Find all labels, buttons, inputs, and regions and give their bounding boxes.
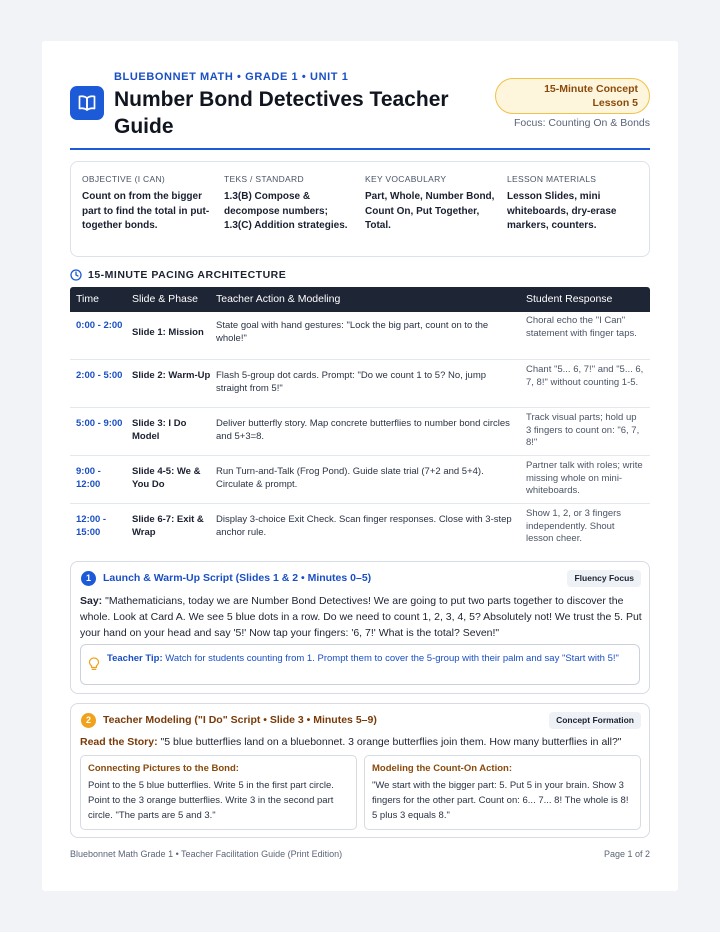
- page-header: [70, 71, 650, 149]
- info-key: LESSON MATERIALS: [507, 174, 597, 184]
- footer-edition: Bluebonnet Math Grade 1 • Teacher Facilitation Guide (Print Edition): [70, 849, 343, 859]
- cell-time: 5:00 - 9:00: [76, 418, 123, 429]
- column-header: Teacher Action & Modeling: [216, 293, 341, 305]
- info-value: Lesson Slides, mini whiteboards, dry-erase markers, counters.: [507, 191, 617, 231]
- cell-slide: Slide 1: Mission: [132, 327, 204, 338]
- story-label: Read the Story:: [80, 736, 158, 748]
- say-script: [80, 593, 642, 641]
- step-number: 2: [81, 713, 96, 728]
- page-number: Page 1 of 2: [603, 849, 650, 859]
- sub-body: "We start with the bigger part: 5. Put 5 in your brain. Show 3 fingers for the other part. Count on: 6... 7... 8! The whole is 8! 5 plus 3 equals 8.": [372, 780, 629, 821]
- cell-response: Track visual parts; hold up 3 fingers to count on: "6, 7, 8!": [526, 412, 640, 448]
- pacing-table: [70, 287, 650, 552]
- info-key: KEY VOCABULARY: [365, 174, 447, 184]
- cell-response: Show 1, 2, or 3 fingers independently. Shout lesson cheer.: [526, 508, 622, 544]
- lesson-badge: [495, 78, 650, 114]
- column-header: Student Response: [526, 293, 613, 305]
- pictures-to-bond-box: [80, 755, 357, 830]
- cell-slide: Slide 3: I Do Model: [132, 418, 187, 442]
- info-objective: [82, 174, 214, 234]
- count-on-action-box: [364, 755, 641, 830]
- pacing-heading-text: 15-MINUTE PACING ARCHITECTURE: [88, 269, 287, 281]
- cell-action: Deliver butterfly story. Map concrete butterflies to number bond circles and 5+3=8.: [216, 418, 510, 442]
- header-divider: [70, 148, 650, 150]
- sub-title: Connecting Pictures to the Bond:: [88, 763, 239, 774]
- info-vocabulary: [365, 174, 497, 234]
- step-number: 1: [81, 571, 96, 586]
- cell-time: 9:00 - 12:00: [76, 466, 101, 490]
- sub-body: Point to the 5 blue butterflies. Write 5 in the first part circle. Point to the 3 orange butterflies. Write 3 in the second part circle. "The parts are 5 and 3.": [88, 780, 334, 821]
- cell-action: State goal with hand gestures: "Lock the big part, count on to the whole!": [216, 320, 489, 344]
- fluency-focus-tag: Fluency Focus: [567, 570, 641, 587]
- table-row: [70, 504, 650, 552]
- cell-time: 0:00 - 2:00: [76, 320, 123, 331]
- table-row: [70, 360, 650, 408]
- info-value: Part, Whole, Number Bond, Count On, Put Together, Total.: [365, 191, 495, 231]
- cell-slide: Slide 2: Warm-Up: [132, 370, 211, 381]
- column-header: Slide & Phase: [132, 293, 198, 305]
- table-row: [70, 408, 650, 456]
- lesson-info-panel: [70, 161, 650, 257]
- say-text: "Mathematicians, today we are Number Bond Detectives! We are going to put two parts together to discover the whole. Look at Card A. We see 5 blue dots in a row. Do we need to count 1, 2, 3, 4, 5? Absolutely not! We trust the 5. Put your hand on your head and say '5!' Now tap your fingers: '6, 7!' What is the total? Seven!": [80, 595, 642, 639]
- cell-response: Partner talk with roles; write missing whole on mini-whiteboards.: [526, 460, 643, 496]
- open-book-icon: [77, 93, 97, 113]
- modeling-script-card: [70, 703, 650, 838]
- tip-body: Watch for students counting from 1. Prompt them to cover the 5-group with their palm and say "Start with 5!": [165, 653, 619, 664]
- sub-title: Modeling the Count-On Action:: [372, 763, 513, 774]
- info-key: TEKS / STANDARD: [224, 174, 304, 184]
- info-value: Count on from the bigger part to find the total in put-together bonds.: [82, 191, 210, 231]
- cell-action: Display 3-choice Exit Check. Scan finger responses. Close with 3-step anchor rule.: [216, 514, 512, 538]
- table-header: [70, 287, 650, 312]
- table-row: [70, 312, 650, 360]
- tip-label: Teacher Tip:: [107, 653, 163, 664]
- guide-page: [42, 41, 678, 891]
- story-script: [80, 735, 642, 749]
- card-title: Launch & Warm-Up Script (Slides 1 & 2 • Minutes 0–5): [103, 572, 372, 584]
- column-header: Time: [76, 293, 99, 305]
- cell-time: 12:00 - 15:00: [76, 514, 107, 538]
- page-title: Number Bond Detectives Teacher Guide: [114, 88, 449, 138]
- story-text: "5 blue butterflies land on a bluebonnet. 3 orange butterflies join them. How many butterflies in all?": [160, 736, 622, 748]
- cell-time: 2:00 - 5:00: [76, 370, 123, 381]
- cell-action: Run Turn-and-Talk (Frog Pond). Guide slate trial (7+2 and 5+4). Circulate & prompt.: [216, 466, 484, 490]
- info-materials: [507, 174, 639, 234]
- launch-script-card: [70, 561, 650, 694]
- cell-response: Choral echo the "I Can" statement with finger taps.: [526, 315, 637, 339]
- table-row: [70, 456, 650, 504]
- concept-formation-tag: Concept Formation: [549, 712, 641, 729]
- cell-action: Flash 5-group dot cards. Prompt: "Do we count 1 to 5? No, jump straight from 5!": [216, 370, 487, 394]
- teacher-tip: [80, 644, 640, 685]
- info-value: 1.3(B) Compose & decompose numbers; 1.3(C) Addition strategies.: [224, 191, 348, 231]
- info-standard: [224, 174, 356, 234]
- cell-response: Chant "5... 6, 7!" and "5... 6, 7, 8!" without counting 1-5.: [526, 364, 644, 388]
- lesson-focus: Focus: Counting On & Bonds: [514, 117, 650, 129]
- badge-line-2: Lesson 5: [592, 97, 638, 109]
- say-label: Say:: [80, 595, 103, 607]
- tip-text: [107, 652, 632, 665]
- cell-slide: Slide 4-5: We & You Do: [132, 466, 201, 490]
- series-eyebrow: BLUEBONNET MATH • GRADE 1 • UNIT 1: [114, 71, 349, 83]
- card-title: Teacher Modeling ("I Do" Script • Slide 3 • Minutes 5–9): [103, 714, 377, 726]
- lightbulb-icon: [88, 657, 100, 671]
- badge-line-1: 15-Minute Concept: [544, 83, 638, 95]
- clock-icon: [70, 269, 82, 281]
- cell-slide: Slide 6-7: Exit & Wrap: [132, 514, 204, 538]
- logo: [70, 86, 104, 120]
- info-key: OBJECTIVE (I CAN): [82, 174, 166, 184]
